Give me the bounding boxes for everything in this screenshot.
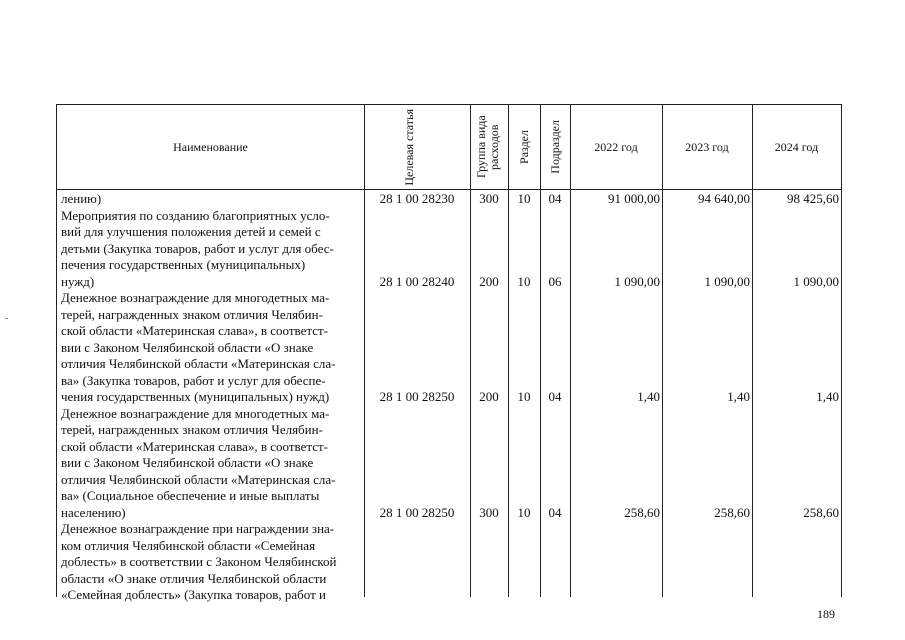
header-section-label: Раздел <box>516 130 531 164</box>
scan-mark <box>5 318 8 319</box>
column-divider <box>841 105 842 597</box>
header-expense-group <box>470 105 508 189</box>
group-cell: 300 <box>479 504 499 520</box>
header-year-2023 <box>662 105 752 189</box>
section-cell: 10 <box>517 504 531 520</box>
code-cell: 28 1 00 28230 <box>379 191 455 206</box>
code-cell: 28 1 00 28250 <box>379 504 455 520</box>
header-year-2023-label: 2023 год <box>685 139 729 154</box>
code-cell: 28 1 00 28240 <box>379 273 455 289</box>
subsection-cell: 04 <box>548 389 562 404</box>
group-cell: 200 <box>479 273 499 289</box>
subsection-cell: 04 <box>548 191 562 206</box>
value-2022-cell: 258,60 <box>624 504 660 520</box>
value-2022-cell: 1,40 <box>637 389 660 404</box>
row-name-3: Денежное вознаграждение для многодетных ма- терей, награжденных знаком отличия Челябин- ской области «Материнская слава», в соответст- вии с Законом Челябинской области «О знаке отличия Челябинской области «Материнская сла- ва» (Социальное обеспечение и иные выплаты населению) <box>61 405 336 520</box>
group-cell: 200 <box>479 389 499 404</box>
continued-row-text: лению) <box>61 191 102 206</box>
code-cell: 28 1 00 28250 <box>379 389 455 404</box>
section-cell: 10 <box>517 389 531 404</box>
header-target-article <box>364 105 470 189</box>
header-name-label: Наименование <box>173 139 248 154</box>
subsection-cell: 04 <box>548 504 562 520</box>
header-year-2022-label: 2022 год <box>594 139 638 154</box>
value-2023-cell: 1,40 <box>727 389 750 404</box>
row-name-4: Денежное вознаграждение при награждении зна- ком отличия Челябинской области «Семейная доблесть» в соответствии с Законом Челябинской области «О знаке отличия Челябинской области «Семейная доблесть» (Закупка товаров, работ и <box>61 521 337 602</box>
header-divider <box>57 189 842 190</box>
page-number: 189 <box>817 607 835 621</box>
header-target-article-label: Целевая статья <box>402 108 416 186</box>
row-name-2: Денежное вознаграждение для многодетных ма- терей, награжденных знаком отличия Челябин- ской области «Материнская слава», в соответст- вии с Законом Челябинской области «О знаке отличия Челябинской области «Материнская сла- ва» (Закупка товаров, работ и услуг для обеспе- чения государственных (муниципальных) нужд) <box>61 290 336 404</box>
group-cell: 300 <box>479 191 499 206</box>
value-2024-cell: 258,60 <box>803 504 839 520</box>
header-year-2024-label: 2024 год <box>774 139 819 154</box>
section-cell: 10 <box>517 273 531 289</box>
value-2024-cell: 1 090,00 <box>793 273 839 289</box>
header-subsection-label: Подраздел <box>547 120 562 174</box>
row-name-1: Мероприятия по созданию благоприятных усло- вий для улучшения положения детей и семей с детьми (Закупка товаров, работ и услуг для обес- печения государственных (муниципальных) нужд) <box>61 207 334 289</box>
value-2024-cell: 1,40 <box>816 389 839 404</box>
value-2023-cell: 1 090,00 <box>704 273 750 289</box>
subsection-cell: 06 <box>548 273 562 289</box>
value-2023-cell: 258,60 <box>714 504 750 520</box>
header-section <box>508 105 540 189</box>
value-2022-cell: 1 090,00 <box>614 273 660 289</box>
header-year-2022 <box>570 105 662 189</box>
header-expense-group-label: Группа вида расходов <box>474 115 501 179</box>
budget-table <box>56 104 842 602</box>
header-name <box>57 105 364 189</box>
header-subsection <box>540 105 570 189</box>
header-year-2024 <box>752 105 841 189</box>
value-2024-cell: 98 425,60 <box>787 191 839 206</box>
section-cell: 10 <box>517 191 531 206</box>
value-2022-cell: 91 000,00 <box>608 191 660 206</box>
value-2023-cell: 94 640,00 <box>698 191 750 206</box>
